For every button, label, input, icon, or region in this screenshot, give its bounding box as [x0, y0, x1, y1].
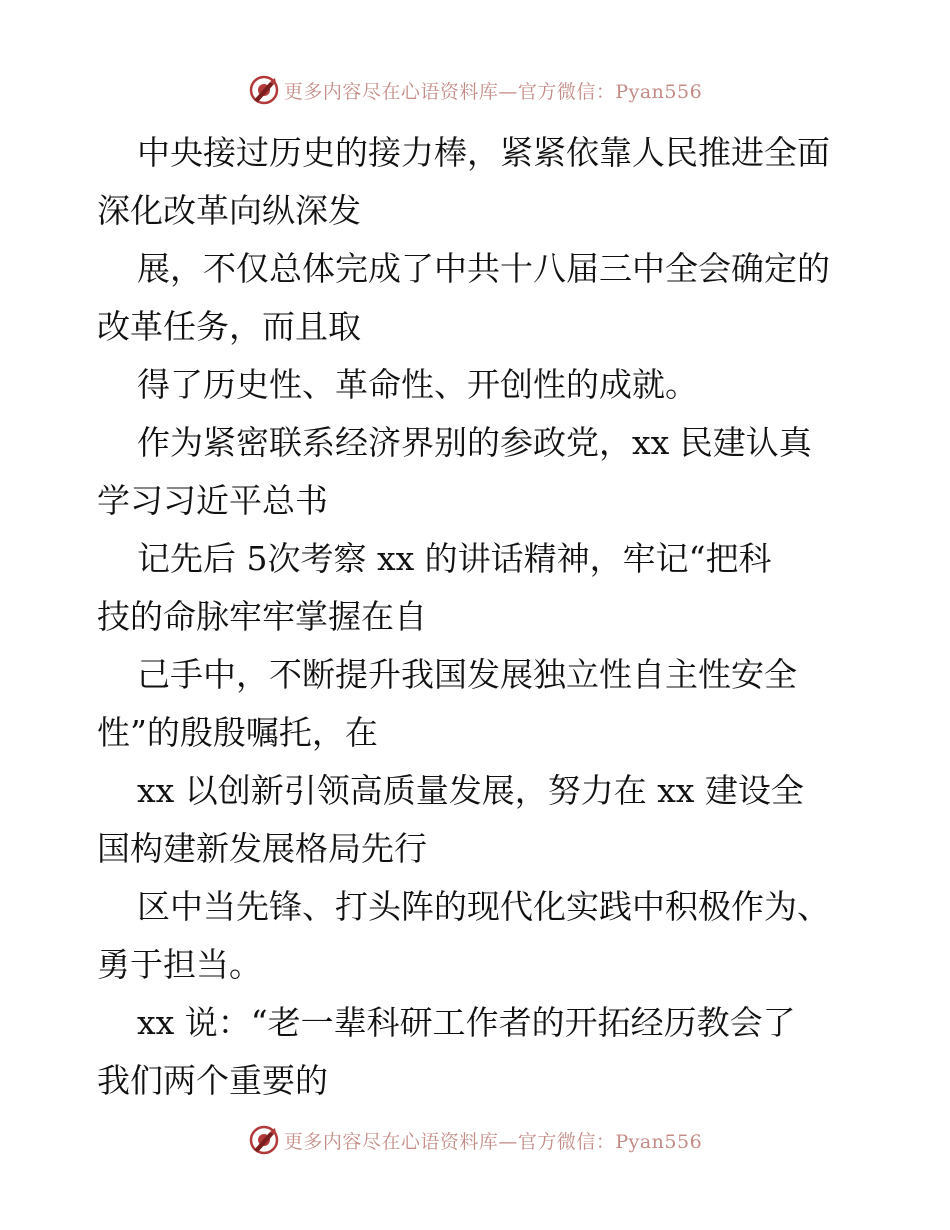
text-line: xx 说：“老一辈科研工作者的开拓经历教会了	[137, 1003, 796, 1042]
text-line: 展，不仅总体完成了中共十八届三中全会确定的	[137, 249, 830, 288]
text-line: 国构建新发展格局先行	[97, 829, 427, 868]
header-banner-text: 更多内容尽在心语资料库—官方微信：Pyan556	[283, 80, 703, 103]
document-body	[97, 124, 857, 1110]
text-line: 改革任务，而且取	[97, 307, 361, 346]
text-line: 记先后 5次考察 xx 的讲话精神，牢记“把科	[137, 539, 772, 578]
text-line: 学习习近平总书	[97, 481, 328, 520]
text-line: 区中当先锋、打头阵的现代化实践中积极作为、	[137, 887, 830, 926]
text-line: 深化改革向纵深发	[97, 191, 361, 230]
text-line: 勇于担当。	[97, 945, 262, 984]
text-line: xx 以创新引领高质量发展，努力在 xx 建设全	[137, 771, 804, 810]
footer-banner-text: 更多内容尽在心语资料库—官方微信：Pyan556	[283, 1130, 703, 1153]
text-line: 我们两个重要的	[97, 1061, 328, 1100]
text-line: 作为紧密联系经济界别的参政党，xx 民建认真	[137, 423, 812, 462]
text-line: 技的命脉牢牢掌握在自	[97, 597, 427, 636]
text-line: 性”的殷殷嘱托，在	[97, 713, 378, 752]
footer-banner	[0, 1122, 950, 1158]
pen-logo-icon	[248, 1124, 280, 1156]
pen-logo-icon	[248, 74, 280, 106]
text-line: 得了历史性、革命性、开创性的成就。	[137, 365, 698, 404]
text-line: 己手中，不断提升我国发展独立性自主性安全	[137, 655, 797, 694]
header-banner	[0, 72, 950, 108]
text-line: 中央接过历史的接力棒，紧紧依靠人民推进全面	[137, 133, 830, 172]
